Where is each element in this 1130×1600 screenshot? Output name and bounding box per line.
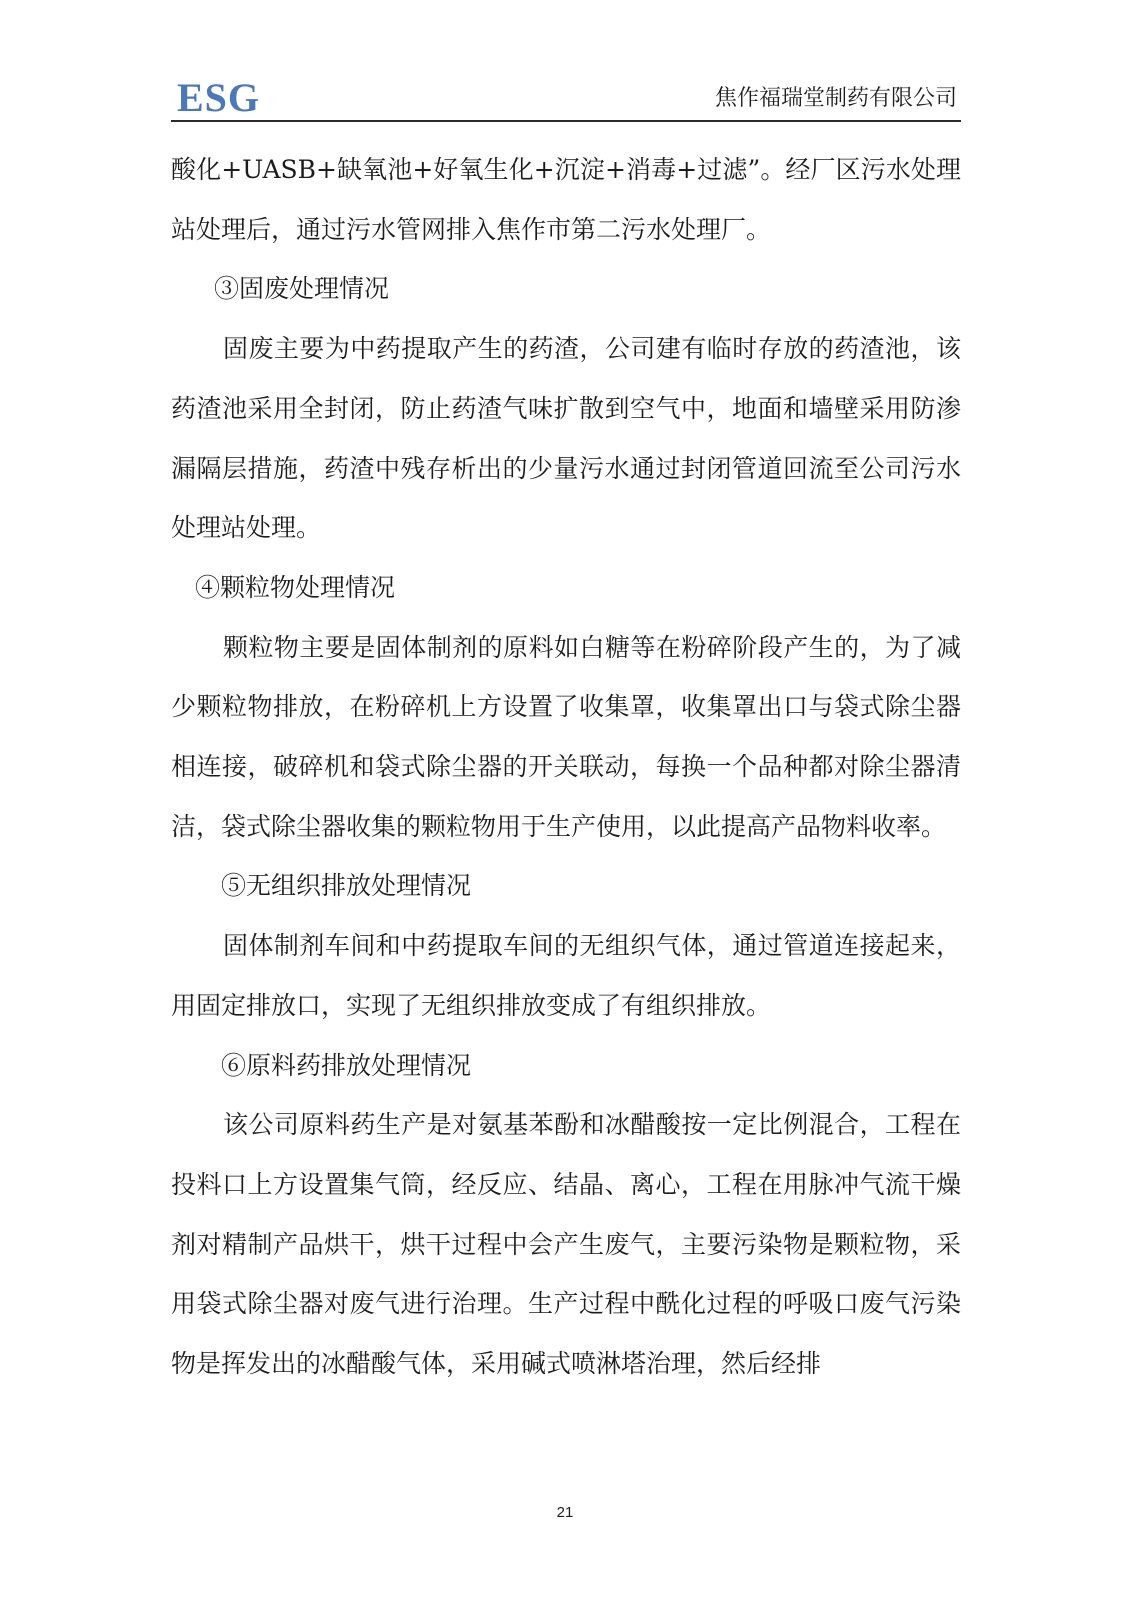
section-heading-particulate: ④颗粒物处理情况 xyxy=(195,572,396,602)
section-heading-solid-waste: ③固废处理情况 xyxy=(214,274,390,304)
paragraph-continued: 酸化+UASB+缺氧池+好氧生化+沉淀+消毒+过滤”。经厂区污水处理站处理后，通过污水管网排入焦作市第二污水处理厂。 xyxy=(171,155,961,244)
paragraph-particulate: 颗粒物主要是固体制剂的原料如白糖等在粉碎阶段产生的，为了减少颗粒物排放，在粉碎机上方设置了收集罩，收集罩出口与袋式除尘器相连接，破碎机和袋式除尘器的开关联动，每换一个品种都对除尘器清洁，袋式除尘器收集的颗粒物用于生产使用，以此提高产品物料收率。 xyxy=(171,632,961,841)
page-header xyxy=(171,70,961,122)
paragraph-fugitive-emission: 固体制剂车间和中药提取车间的无组织气体，通过管道连接起来，用固定排放口，实现了无组织排放变成了有组织排放。 xyxy=(171,931,961,1020)
paragraph-api-emission: 该公司原料药生产是对氨基苯酚和冰醋酸按一定比例混合，工程在投料口上方设置集气筒，经反应、结晶、离心，工程在用脉冲气流干燥剂对精制产品烘干，烘干过程中会产生废气，主要污染物是颗粒物，采用袋式除尘器对废气进行治理。生产过程中酰化过程的呼吸口废气污染物是挥发出的冰醋酸气体，采用碱式喷淋塔治理，然后经排 xyxy=(171,1110,961,1379)
paragraph-solid-waste: 固废主要为中药提取产生的药渣，公司建有临时存放的药渣池，该药渣池采用全封闭，防止药渣气味扩散到空气中，地面和墙壁采用防渗漏隔层措施，药渣中残存析出的少量污水通过封闭管道回流至公司污水处理站处理。 xyxy=(171,334,961,543)
section-heading-fugitive-emission: ⑤无组织排放处理情况 xyxy=(221,871,472,901)
esg-logo: ESG xyxy=(177,75,261,120)
page-number: 21 xyxy=(556,1504,574,1521)
document-body xyxy=(171,140,961,1394)
section-heading-api-emission: ⑥原料药排放处理情况 xyxy=(221,1050,472,1080)
company-name: 焦作福瑞堂制药有限公司 xyxy=(714,86,957,111)
